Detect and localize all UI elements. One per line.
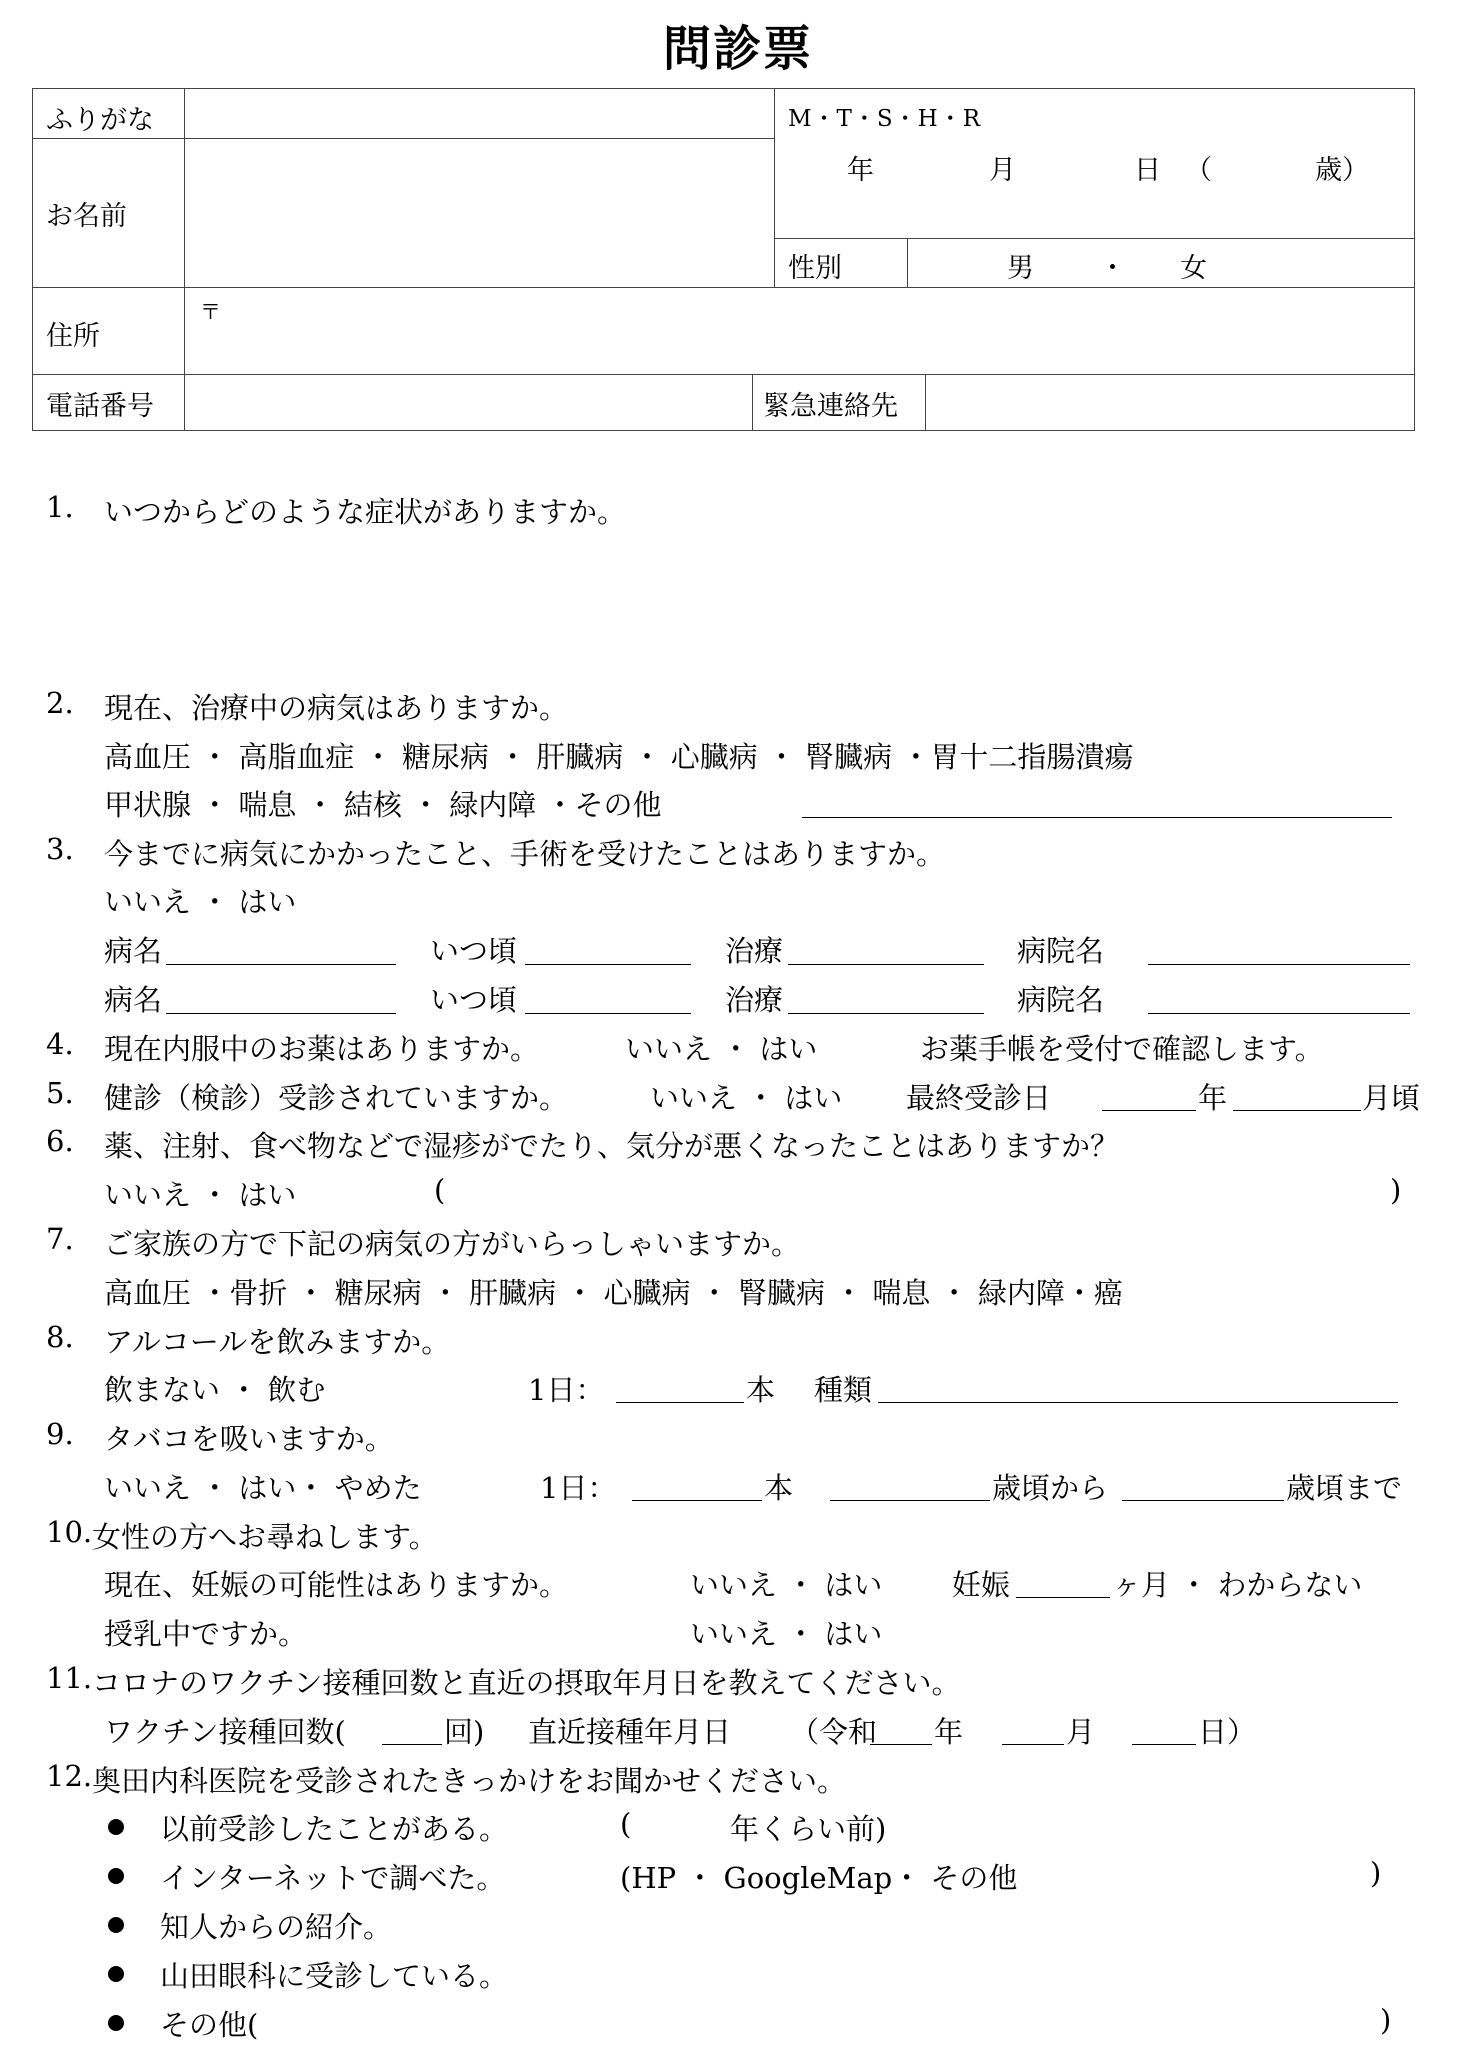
q7-diseases: 高血圧 ・骨折 ・ 糖尿病 ・ 肝臓病 ・ 心臓病 ・ 腎臓病 ・ 喘息 ・ 緑内障・癌 [104,1276,1123,1310]
q7-number: 7. [46,1222,74,1256]
q5-year-blank[interactable] [1102,1110,1196,1111]
q8-unit: 本 [746,1373,776,1407]
q12-option-yamada[interactable]: 山田眼科に受診している。 [160,1959,509,1993]
q11-day-blank[interactable] [1132,1744,1196,1745]
q3-disease-blank[interactable] [166,1013,396,1014]
q12-internet-close: ) [1370,1856,1382,1890]
q11-recent-label: 直近接種年月日 [528,1715,732,1749]
q10-months-label: ヶ月 ・ わからない [1112,1568,1363,1602]
q5-year-label: 年 [1198,1081,1228,1115]
q11-day-label: 日） [1198,1715,1257,1749]
q10-nursing-answer: いいえ ・ はい [690,1617,883,1651]
name-field[interactable] [184,138,775,288]
q12-option-referral[interactable]: 知人からの紹介。 [160,1910,393,1944]
q6-close-paren: ) [1390,1173,1402,1207]
q11-year-blank[interactable] [870,1744,932,1745]
q9-text: タバコを吸いますか。 [104,1422,394,1456]
q12-years-ago: 年くらい前) [730,1812,887,1846]
q11-count-unit: 回) [444,1715,485,1749]
q3-treatment-blank[interactable] [788,964,984,965]
q3-treatment-label: 治療 [725,934,784,968]
q9-from-blank[interactable] [830,1500,990,1501]
q12-option-internet[interactable]: インターネットで調べた。 [160,1861,506,1895]
furigana-label: ふりがな [46,105,154,136]
era-options: M・T・S・H・R [788,106,982,132]
q3-treatment-label: 治療 [725,983,784,1017]
q11-number: 11. [46,1661,93,1695]
q6-answer: いいえ ・ はい [104,1178,297,1212]
q6-number: 6. [46,1124,74,1158]
address-label: 住所 [46,321,100,352]
q8-amount-blank[interactable] [616,1402,744,1403]
q10-pregnancy-question: 現在、妊娠の可能性はありますか。 [104,1568,569,1602]
q3-text: 今までに病気にかかったこと、手術を受けたことはありますか。 [104,837,946,871]
q4-note: お薬手帳を受付で確認します。 [920,1032,1324,1066]
q12-number: 12. [46,1759,93,1793]
q2-other-blank[interactable] [802,817,1392,818]
q5-number: 5. [46,1076,74,1110]
q8-number: 8. [46,1320,74,1354]
q8-per-day: 1日： [528,1373,605,1407]
q4-number: 4. [46,1027,74,1061]
q10-nursing-question: 授乳中ですか。 [104,1617,308,1651]
q8-kind-blank[interactable] [878,1402,1398,1403]
page-title: 問診票 [662,21,813,77]
q10-number: 10. [46,1515,93,1549]
q5-month-blank[interactable] [1233,1110,1361,1111]
q9-number: 9. [46,1417,74,1451]
q3-disease-label: 病名 [104,934,163,968]
q11-era-label: （令和 [790,1715,878,1749]
q12-option-other[interactable]: その他( [160,2008,259,2042]
year-label: 年 [847,155,874,186]
q10-text: 女性の方へお尋ねします。 [92,1520,438,1554]
q9-until-label: 歳頃まで [1286,1471,1403,1505]
q10-pregnancy-answer: いいえ ・ はい [690,1568,883,1602]
q2-diseases-2: 甲状腺 ・ 喘息 ・ 結核 ・ 緑内障 ・その他 [104,788,662,822]
q10-pregnancy-label: 妊娠 [952,1568,1011,1602]
emergency-label: 緊急連絡先 [763,391,898,422]
q3-hospital-label: 病院名 [1017,934,1105,968]
q12-text: 奥田内科医院を受診されたきっかけをお聞かせください。 [92,1764,847,1798]
q9-answer: いいえ ・ はい・ やめた [104,1471,422,1505]
q10-months-blank[interactable] [1016,1597,1110,1598]
q8-text: アルコールを飲みますか。 [104,1325,451,1359]
q9-until-blank[interactable] [1122,1500,1284,1501]
q12-years-open: ( [620,1807,632,1841]
q2-diseases-1: 高血圧 ・ 高脂血症 ・ 糖尿病 ・ 肝臓病 ・ 心臓病 ・ 腎臓病 ・胃十二指腸潰瘍 [104,740,1134,774]
q5-last-label: 最終受診日 [906,1081,1052,1115]
gender-field[interactable] [907,238,1415,288]
bullet-icon [108,2015,124,2031]
q6-open-paren: ( [434,1173,446,1207]
bullet-icon [108,1819,124,1835]
q9-per-day: 1日： [540,1471,617,1505]
q3-when-label: いつ頃 [430,983,518,1017]
q3-when-blank[interactable] [525,964,691,965]
q11-count-label: ワクチン接種回数( [104,1715,346,1749]
q1-text: いつからどのような症状がありますか。 [104,495,627,529]
q12-other-close: ) [1380,2003,1392,2037]
q2-number: 2. [46,686,74,720]
month-label: 月 [989,155,1016,186]
q9-from-label: 歳頃から [992,1471,1109,1505]
q9-amount-blank[interactable] [632,1500,762,1501]
q11-year-label: 年 [934,1715,964,1749]
q6-text: 薬、注射、食べ物などで湿疹がでたり、気分が悪くなったことはありますか？ [104,1129,1120,1163]
q11-month-label: 月 [1066,1715,1096,1749]
q4-answer: いいえ ・ はい [625,1032,818,1066]
furigana-field[interactable] [184,88,775,139]
q12-option-previous[interactable]: 以前受診したことがある。 [160,1812,509,1846]
q1-number: 1. [46,490,74,524]
address-field[interactable] [184,287,1415,375]
male-option: 男 [1007,253,1034,284]
phone-field[interactable] [184,374,753,431]
q11-count-blank[interactable] [382,1744,442,1745]
q11-month-blank[interactable] [1002,1744,1064,1745]
phone-label: 電話番号 [46,391,154,422]
q9-unit: 本 [764,1471,794,1505]
q3-answer: いいえ ・ はい [104,885,297,919]
q3-number: 3. [46,832,74,866]
q3-treatment-blank[interactable] [788,1013,984,1014]
age-label: 歳） [1315,155,1369,186]
q3-when-label: いつ頃 [430,934,518,968]
q5-text: 健診（検診）受診されていますか。 [104,1081,569,1115]
bullet-icon [108,1917,124,1933]
gender-label: 性別 [788,253,842,284]
day-label: 日 [1134,155,1161,186]
gender-separator: ・ [1099,253,1126,284]
bullet-icon [108,1868,124,1884]
patient-info-table [32,88,1415,431]
bullet-icon [108,1966,124,1982]
q4-text: 現在内服中のお薬はありますか。 [104,1032,540,1066]
q12-internet-choices: (HP ・ GoogleMap・ その他 [620,1861,1018,1895]
q5-answer: いいえ ・ はい [650,1081,843,1115]
q3-hospital-blank[interactable] [1148,964,1410,965]
q2-text: 現在、治療中の病気はありますか。 [104,691,569,725]
q3-when-blank[interactable] [525,1013,691,1014]
q3-hospital-label: 病院名 [1017,983,1105,1017]
age-open: （ [1185,155,1212,186]
emergency-field[interactable] [925,374,1415,431]
q3-disease-label: 病名 [104,983,163,1017]
q3-hospital-blank[interactable] [1148,1013,1410,1014]
q7-text: ご家族の方で下記の病気の方がいらっしゃいますか。 [104,1227,801,1261]
postal-mark: 〒 [200,300,221,324]
q8-answer: 飲まない ・ 飲む [104,1373,326,1407]
q5-month-label: 月頃 [1362,1081,1421,1115]
q11-text: コロナのワクチン接種回数と直近の摂取年月日を教えてください。 [92,1666,961,1700]
q3-disease-blank[interactable] [166,964,396,965]
name-label: お名前 [46,201,127,232]
female-option: 女 [1180,253,1207,284]
q8-kind-label: 種類 [814,1373,873,1407]
